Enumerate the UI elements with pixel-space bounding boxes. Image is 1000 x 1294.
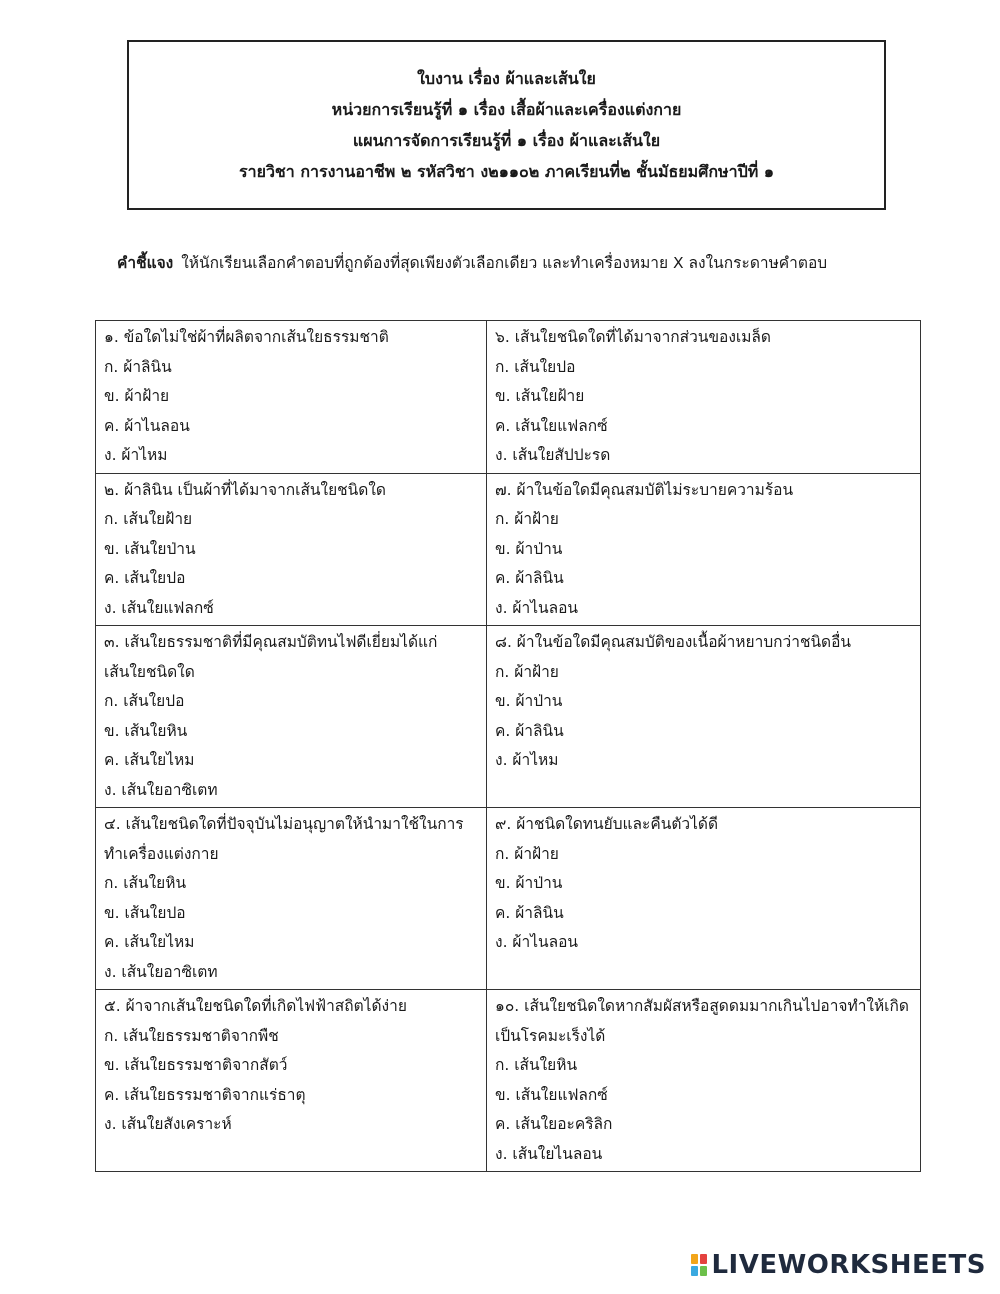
answer-option: ก. ผ้าฝ้าย	[495, 844, 559, 863]
liveworksheets-logo[interactable]	[691, 1250, 986, 1280]
question-cell-6	[487, 321, 921, 474]
question-stem: ๒. ผ้าลินิน เป็นผ้าที่ได้มาจากเส้นใยชนิดใด	[104, 480, 386, 499]
answer-option: ค. เส้นใยไหม	[104, 933, 195, 951]
answer-option: ง. ผ้าไนลอน	[495, 933, 579, 951]
logo-square-1	[691, 1254, 698, 1264]
answer-option: ข. เส้นใยหิน	[104, 721, 188, 740]
answer-option: ง. เส้นใยสัปปะรด	[495, 446, 611, 464]
question-cell-9	[487, 808, 921, 990]
answer-option: ง. ผ้าไหม	[104, 446, 168, 464]
instruction-text: ให้นักเรียนเลือกคำตอบที่ถูกต้องที่สุดเพียงตัวเลือกเดียว และทำเครื่องหมาย X ลงในกระดาษคำตอบ	[181, 254, 828, 272]
answer-option: ข. เส้นใยแฟลกซ์	[495, 1085, 608, 1104]
instruction	[117, 250, 827, 275]
answer-option: ก. เส้นใยหิน	[495, 1056, 578, 1074]
answer-option: ค. เส้นใยอะคริลิก	[495, 1115, 613, 1133]
answer-option: ก. ผ้าฝ้าย	[495, 510, 559, 528]
logo-text: LIVEWORKSHEETS	[711, 1250, 986, 1280]
answer-option: ง. เส้นใยแฟลกซ์	[104, 598, 214, 617]
answer-option: ก. เส้นใยปอ	[495, 357, 576, 376]
question-stem: ๙. ผ้าชนิดใดทนยับและคืนตัวได้ดี	[495, 815, 719, 833]
instruction-label: คำชี้แจง	[117, 254, 174, 272]
answer-option: ค. ผ้าไนลอน	[104, 416, 190, 435]
question-stem: ๑. ข้อใดไม่ใช่ผ้าที่ผลิตจากเส้นใยธรรมชาติ	[104, 328, 389, 346]
answer-option: ก. ผ้าฝ้าย	[495, 662, 559, 681]
answer-option: ก. เส้นใยหิน	[104, 874, 187, 892]
answer-option: ค. ผ้าลินิน	[495, 569, 564, 587]
worksheet-header-box	[127, 40, 886, 210]
question-cell-3	[96, 626, 487, 808]
question-cell-7	[487, 473, 921, 626]
table-row	[96, 990, 921, 1172]
answer-option: ข. ผ้าป่าน	[495, 874, 563, 892]
table-row	[96, 473, 921, 626]
lesson-plan-line: แผนการจัดการเรียนรู้ที่ ๑ เรื่อง ผ้าและเส้นใย	[352, 131, 661, 150]
answer-option: ง. เส้นใยสังเคราะห์	[104, 1115, 232, 1133]
question-stem: ๓. เส้นใยธรรมชาติที่มีคุณสมบัติทนไฟดีเยี่ยมได้แก่เส้นใยชนิดใด	[104, 633, 438, 681]
answer-option: ก. เส้นใยฝ้าย	[104, 510, 193, 528]
answer-option: ก. เส้นใยธรรมชาติจากพืช	[104, 1026, 279, 1045]
table-row	[96, 321, 921, 474]
question-cell-8	[487, 626, 921, 808]
logo-square-3	[691, 1266, 698, 1276]
questions-table	[95, 320, 921, 1172]
answer-option: ค. เส้นใยปอ	[104, 569, 186, 587]
learning-unit-line: หน่วยการเรียนรู้ที่ ๑ เรื่อง เสื้อผ้าและเครื่องแต่งกาย	[331, 100, 682, 119]
question-cell-2	[96, 473, 487, 626]
logo-grid-icon	[691, 1254, 707, 1276]
answer-option: ค. เส้นใยไหม	[104, 751, 195, 769]
question-stem: ๔. เส้นใยชนิดใดที่ปัจจุบันไม่อนุญาตให้นำมาใช้ในการทำเครื่องแต่งกาย	[104, 815, 464, 863]
question-cell-4	[96, 808, 487, 990]
answer-option: ข. ผ้าฝ้าย	[104, 387, 170, 405]
answer-option: ง. ผ้าไหม	[495, 751, 559, 769]
question-stem: ๘. ผ้าในข้อใดมีคุณสมบัติของเนื้อผ้าหยาบกว่าชนิดอื่น	[495, 633, 852, 651]
question-cell-10	[487, 990, 921, 1172]
answer-option: ก. ผ้าลินิน	[104, 357, 172, 376]
worksheet-title: ใบงาน เรื่อง ผ้าและเส้นใย	[417, 69, 596, 88]
answer-option: ค. เส้นใยแฟลกซ์	[495, 416, 608, 435]
course-info-line: รายวิชา การงานอาชีพ ๒ รหัสวิชา ง๒๑๑๐๒ ภาคเรียนที่๒ ชั้นมัธยมศึกษาปีที่ ๑	[238, 162, 774, 181]
question-cell-1	[96, 321, 487, 474]
question-stem: ๑๐. เส้นใยชนิดใดหากสัมผัสหรือสูดดมมากเกินไปอาจทำให้เกิดเป็นโรคมะเร็งได้	[495, 997, 909, 1045]
answer-option: ข. เส้นใยฝ้าย	[495, 387, 585, 405]
answer-option: ค. ผ้าลินิน	[495, 903, 564, 922]
question-cell-5	[96, 990, 487, 1172]
table-row	[96, 808, 921, 990]
answer-option: ค. เส้นใยธรรมชาติจากแร่ธาตุ	[104, 1085, 306, 1104]
answer-option: ข. เส้นใยปอ	[104, 903, 186, 922]
question-stem: ๗. ผ้าในข้อใดมีคุณสมบัติไม่ระบายความร้อน	[495, 480, 794, 499]
question-stem: ๕. ผ้าจากเส้นใยชนิดใดที่เกิดไฟฟ้าสถิตได้ง่าย	[104, 997, 407, 1015]
answer-option: ข. เส้นใยธรรมชาติจากสัตว์	[104, 1056, 288, 1074]
answer-option: ง. ผ้าไนลอน	[495, 598, 579, 617]
logo-square-2	[700, 1254, 707, 1264]
logo-square-4	[700, 1266, 707, 1276]
answer-option: ข. ผ้าป่าน	[495, 692, 563, 710]
answer-option: ข. เส้นใยป่าน	[104, 539, 196, 558]
answer-option: ข. ผ้าป่าน	[495, 539, 563, 558]
answer-option: ก. เส้นใยปอ	[104, 692, 185, 710]
question-stem: ๖. เส้นใยชนิดใดที่ได้มาจากส่วนของเมล็ด	[495, 328, 771, 346]
answer-option: ง. เส้นใยอาซิเตท	[104, 780, 218, 799]
answer-option: ง. เส้นใยอาซิเตท	[104, 962, 218, 981]
answer-option: ง. เส้นใยไนลอน	[495, 1144, 603, 1163]
table-row	[96, 626, 921, 808]
answer-option: ค. ผ้าลินิน	[495, 721, 564, 740]
